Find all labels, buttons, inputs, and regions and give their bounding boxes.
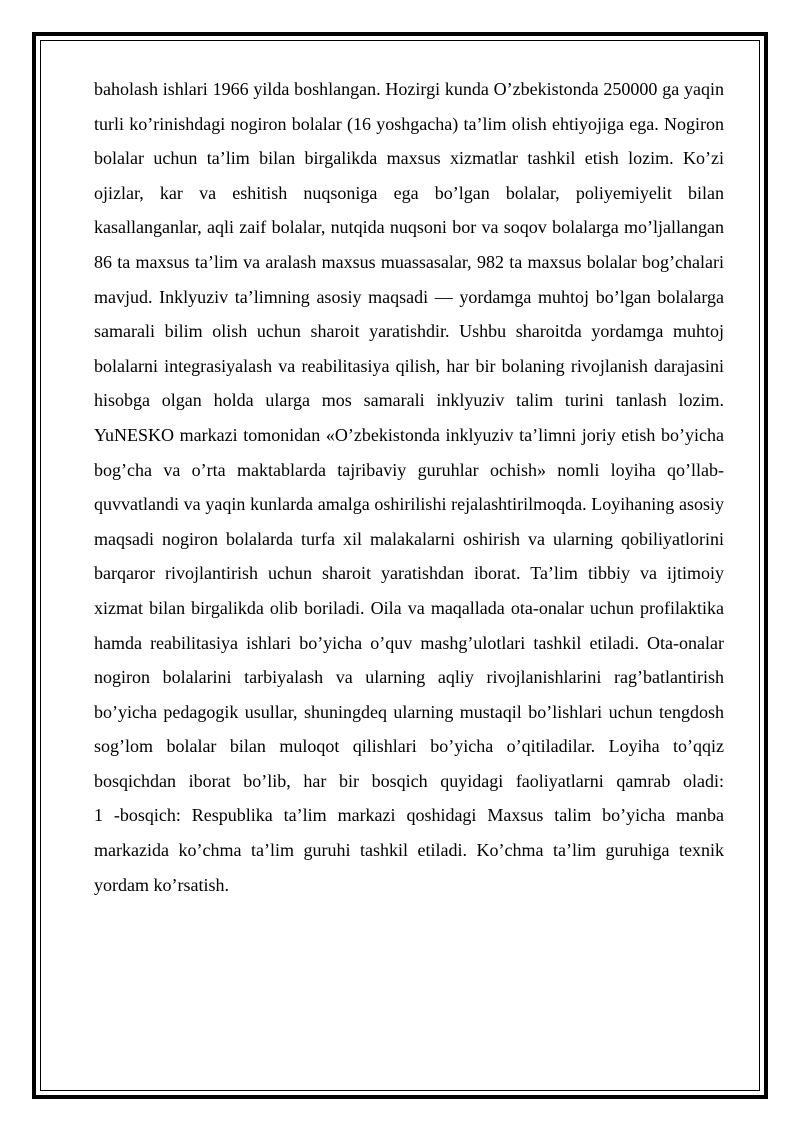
paragraph-2: 1 -bosqich: Respublika ta’lim markazi qoshidagi Maxsus talim bo’yicha manba markazida ko’chma ta’lim guruhi tashkil etiladi. Ko’chma ta’lim guruhiga texnik yordam ko’rsatish.: [94, 805, 724, 895]
paragraph-1: baholash ishlari 1966 yilda boshlangan. Hozirgi kunda O’zbekistonda 250000 ga yaqin turli ko’rinishdagi nogiron bolalar (16 yoshgacha) ta’lim olish ehtiyojiga ega. Nogiron bolalar uchun ta’lim bilan birgalikda maxsus xizmatlar tashkil etish lozim. Ko’zi ojizlar, kar va eshitish nuqsoniga ega bo’lgan bolalar, poliyemiyelit bilan kasallanganlar, aqli zaif bolalar, nutqida nuqsoni bor va soqov bolalarga mo’ljallangan 86 ta maxsus ta’lim va aralash maxsus muassasalar, 982 ta maxsus bolalar bog’chalari mavjud. Inklyuziv ta’limning asosiy maqsadi — yordamga muhtoj bo’lgan bolalarga samarali bilim olish uchun sharoit yaratishdir. Ushbu sharoitda yordamga muhtoj bolalarni integrasiyalash va reabilitasiya qilish, har bir bolaning rivojlanish darajasini hisobga olgan holda ularga mos samarali inklyuziv talim turini tanlash lozim. YuNESKO markazi tomonidan «O’zbekistonda inklyuziv ta’limni joriy etish bo’yicha bog’cha va o’rta maktablarda tajribaviy guruhlar ochish» nomli loyiha qo’llab-quvvatlandi va yaqin kunlarda amalga oshirilishi rejalashtirilmoqda. Loyihaning asosiy maqsadi nogiron bolalarda turfa xil malakalarni oshirish va ularning qobiliyatlorini barqaror rivojlantirish uchun sharoit yaratishdan iborat. Ta’lim tibbiy va ijtimoiy xizmat bilan birgalikda olib boriladi. Oila va maqallada ota-onalar uchun profilaktika hamda reabilitasiya ishlari bo’yicha o’quv mashg’ulotlari tashkil etiladi. Ota-onalar nogiron bolalarini tarbiyalash va ularning aqliy rivojlanishlarini rag’batlantirish bo’yicha pedagogik usullar, shuningdeq ularning mustaqil bo’lishlari uchun tengdosh sog’lom bolalar bilan muloqot qilishlari bo’yicha o’qitiladilar. Loyiha to’qqiz bosqichdan iborat bo’lib, har bir bosqich quyidagi faoliyatlarni qamrab oladi:: [94, 79, 724, 791]
document-body: [94, 72, 724, 902]
